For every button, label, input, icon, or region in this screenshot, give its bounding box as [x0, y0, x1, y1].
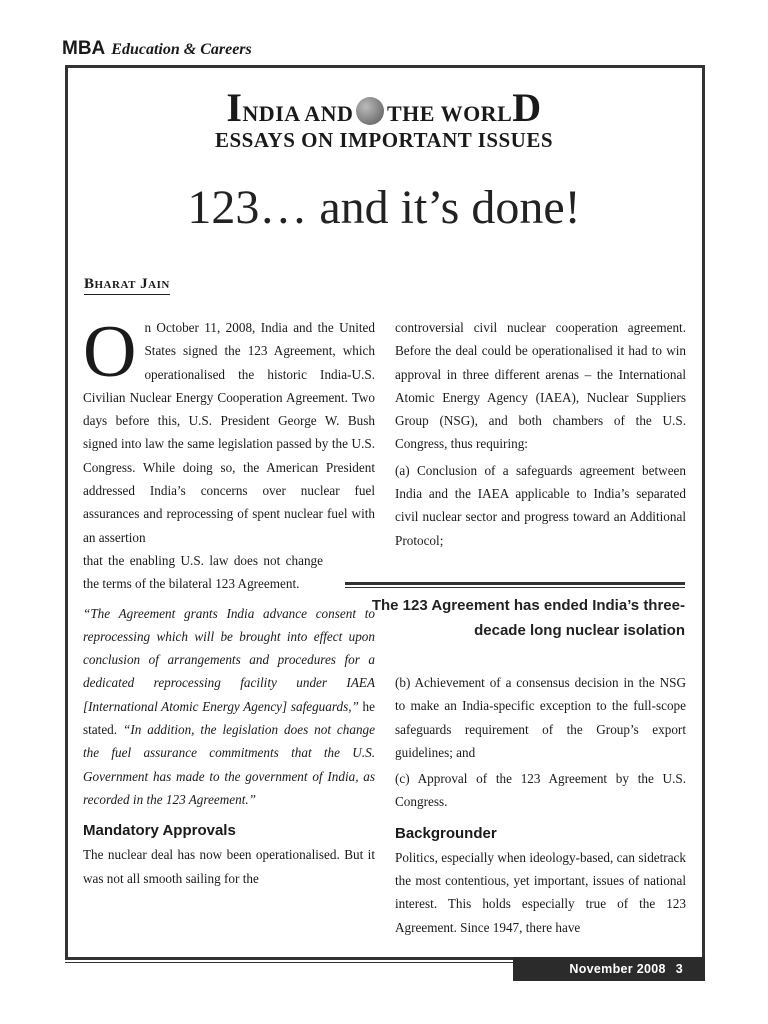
- right-column-top: [395, 316, 686, 552]
- running-head: [62, 38, 252, 60]
- section-name: Education & Careers: [111, 41, 252, 58]
- issue-date: November 2008: [569, 962, 666, 976]
- series-title-part1: NDIA AND: [242, 101, 354, 126]
- page-number: 3: [675, 962, 683, 976]
- pullquote-rule-thin: [345, 587, 685, 588]
- mandatory-paragraph: The nuclear deal has now been operationalised. But it was not all smooth sailing for the: [83, 847, 375, 886]
- brand: MBA: [62, 38, 106, 59]
- folio: [513, 957, 705, 981]
- series-title-last-letter: D: [512, 85, 542, 130]
- quote-attribution: he stated.: [83, 698, 376, 738]
- requirement-c: (c) Approval of the 123 Agreement by the U.S. Congress.: [395, 771, 686, 810]
- series-title-part2: THE WORL: [387, 101, 513, 126]
- series-subtitle: ESSAYS ON IMPORTANT ISSUES: [214, 128, 554, 152]
- globe-icon: [356, 97, 384, 125]
- right-column-bottom: [395, 668, 686, 939]
- requirement-a: (a) Conclusion of a safeguards agreement between India and the IAEA applicable to India’s separated civil nuclear sector and progress toward an Additional Protocol;: [395, 462, 686, 548]
- quote-part1: “The Agreement grants India advance consent to reprocessing which will be brought into effect upon conclusion of arrangements and procedures for a dedicated reprocessing facility under IAEA [International Atomic Energy Agency] safeguards,”: [83, 605, 375, 714]
- byline: Bharat Jain: [84, 276, 170, 295]
- quote-paragraph: [83, 602, 375, 812]
- subhead-mandatory-approvals: Mandatory Approvals: [83, 822, 236, 840]
- subhead-backgrounder: Backgrounder: [395, 824, 497, 842]
- drop-cap: O: [83, 311, 137, 393]
- intro-text: n October 11, 2008, India and the United States signed the 123 Agreement, which operationalised the historic India-U.S. Civilian Nuclear Energy Cooperation Agreement. Two days before this, U.S. President George W. Bush signed into law the same legislation passed by the U.S. Congress. While doing so, the American President addressed India’s concerns over nuclear fuel assurances and reprocessing of spent nuclear fuel with an assertion: [83, 320, 375, 545]
- intro-paragraph: [83, 311, 375, 549]
- pull-quote: The 123 Agreement has ended India’s three-decade long nuclear isolation: [371, 597, 685, 639]
- intro-continuation: that the enabling U.S. law does not change the terms of the bilateral 123 Agreement.: [83, 552, 323, 592]
- series-title-first-letter: I: [226, 85, 243, 130]
- requirement-b: (b) Achievement of a consensus decision in the NSG to make an India-specific exception to the full-scope safeguards requirement of the Group’s export guidelines; and: [395, 675, 686, 760]
- approvals-paragraph: controversial civil nuclear cooperation agreement. Before the deal could be operationalised it had to win approval in three different arenas – the International Atomic Energy Agency (IAEA), Nuclear Suppliers Group (NSG), and both chambers of the U.S. Congress, thus requiring:: [395, 320, 686, 452]
- pullquote-rule-thick: [345, 582, 685, 585]
- left-column: [83, 311, 376, 890]
- quote-part2: “In addition, the legislation does not change the fuel assurance commitments that the U.S. Government has made to the government of India, as recorded in the 123 Agreement.”: [83, 722, 375, 807]
- series-title: [0, 84, 768, 131]
- backgrounder-paragraph: Politics, especially when ideology-based, can sidetrack the most contentious, yet important, issues of national interest. This holds especially true of the 123 Agreement. Since 1947, there have: [395, 849, 686, 935]
- article-title: 123… and it’s done!: [187, 181, 581, 234]
